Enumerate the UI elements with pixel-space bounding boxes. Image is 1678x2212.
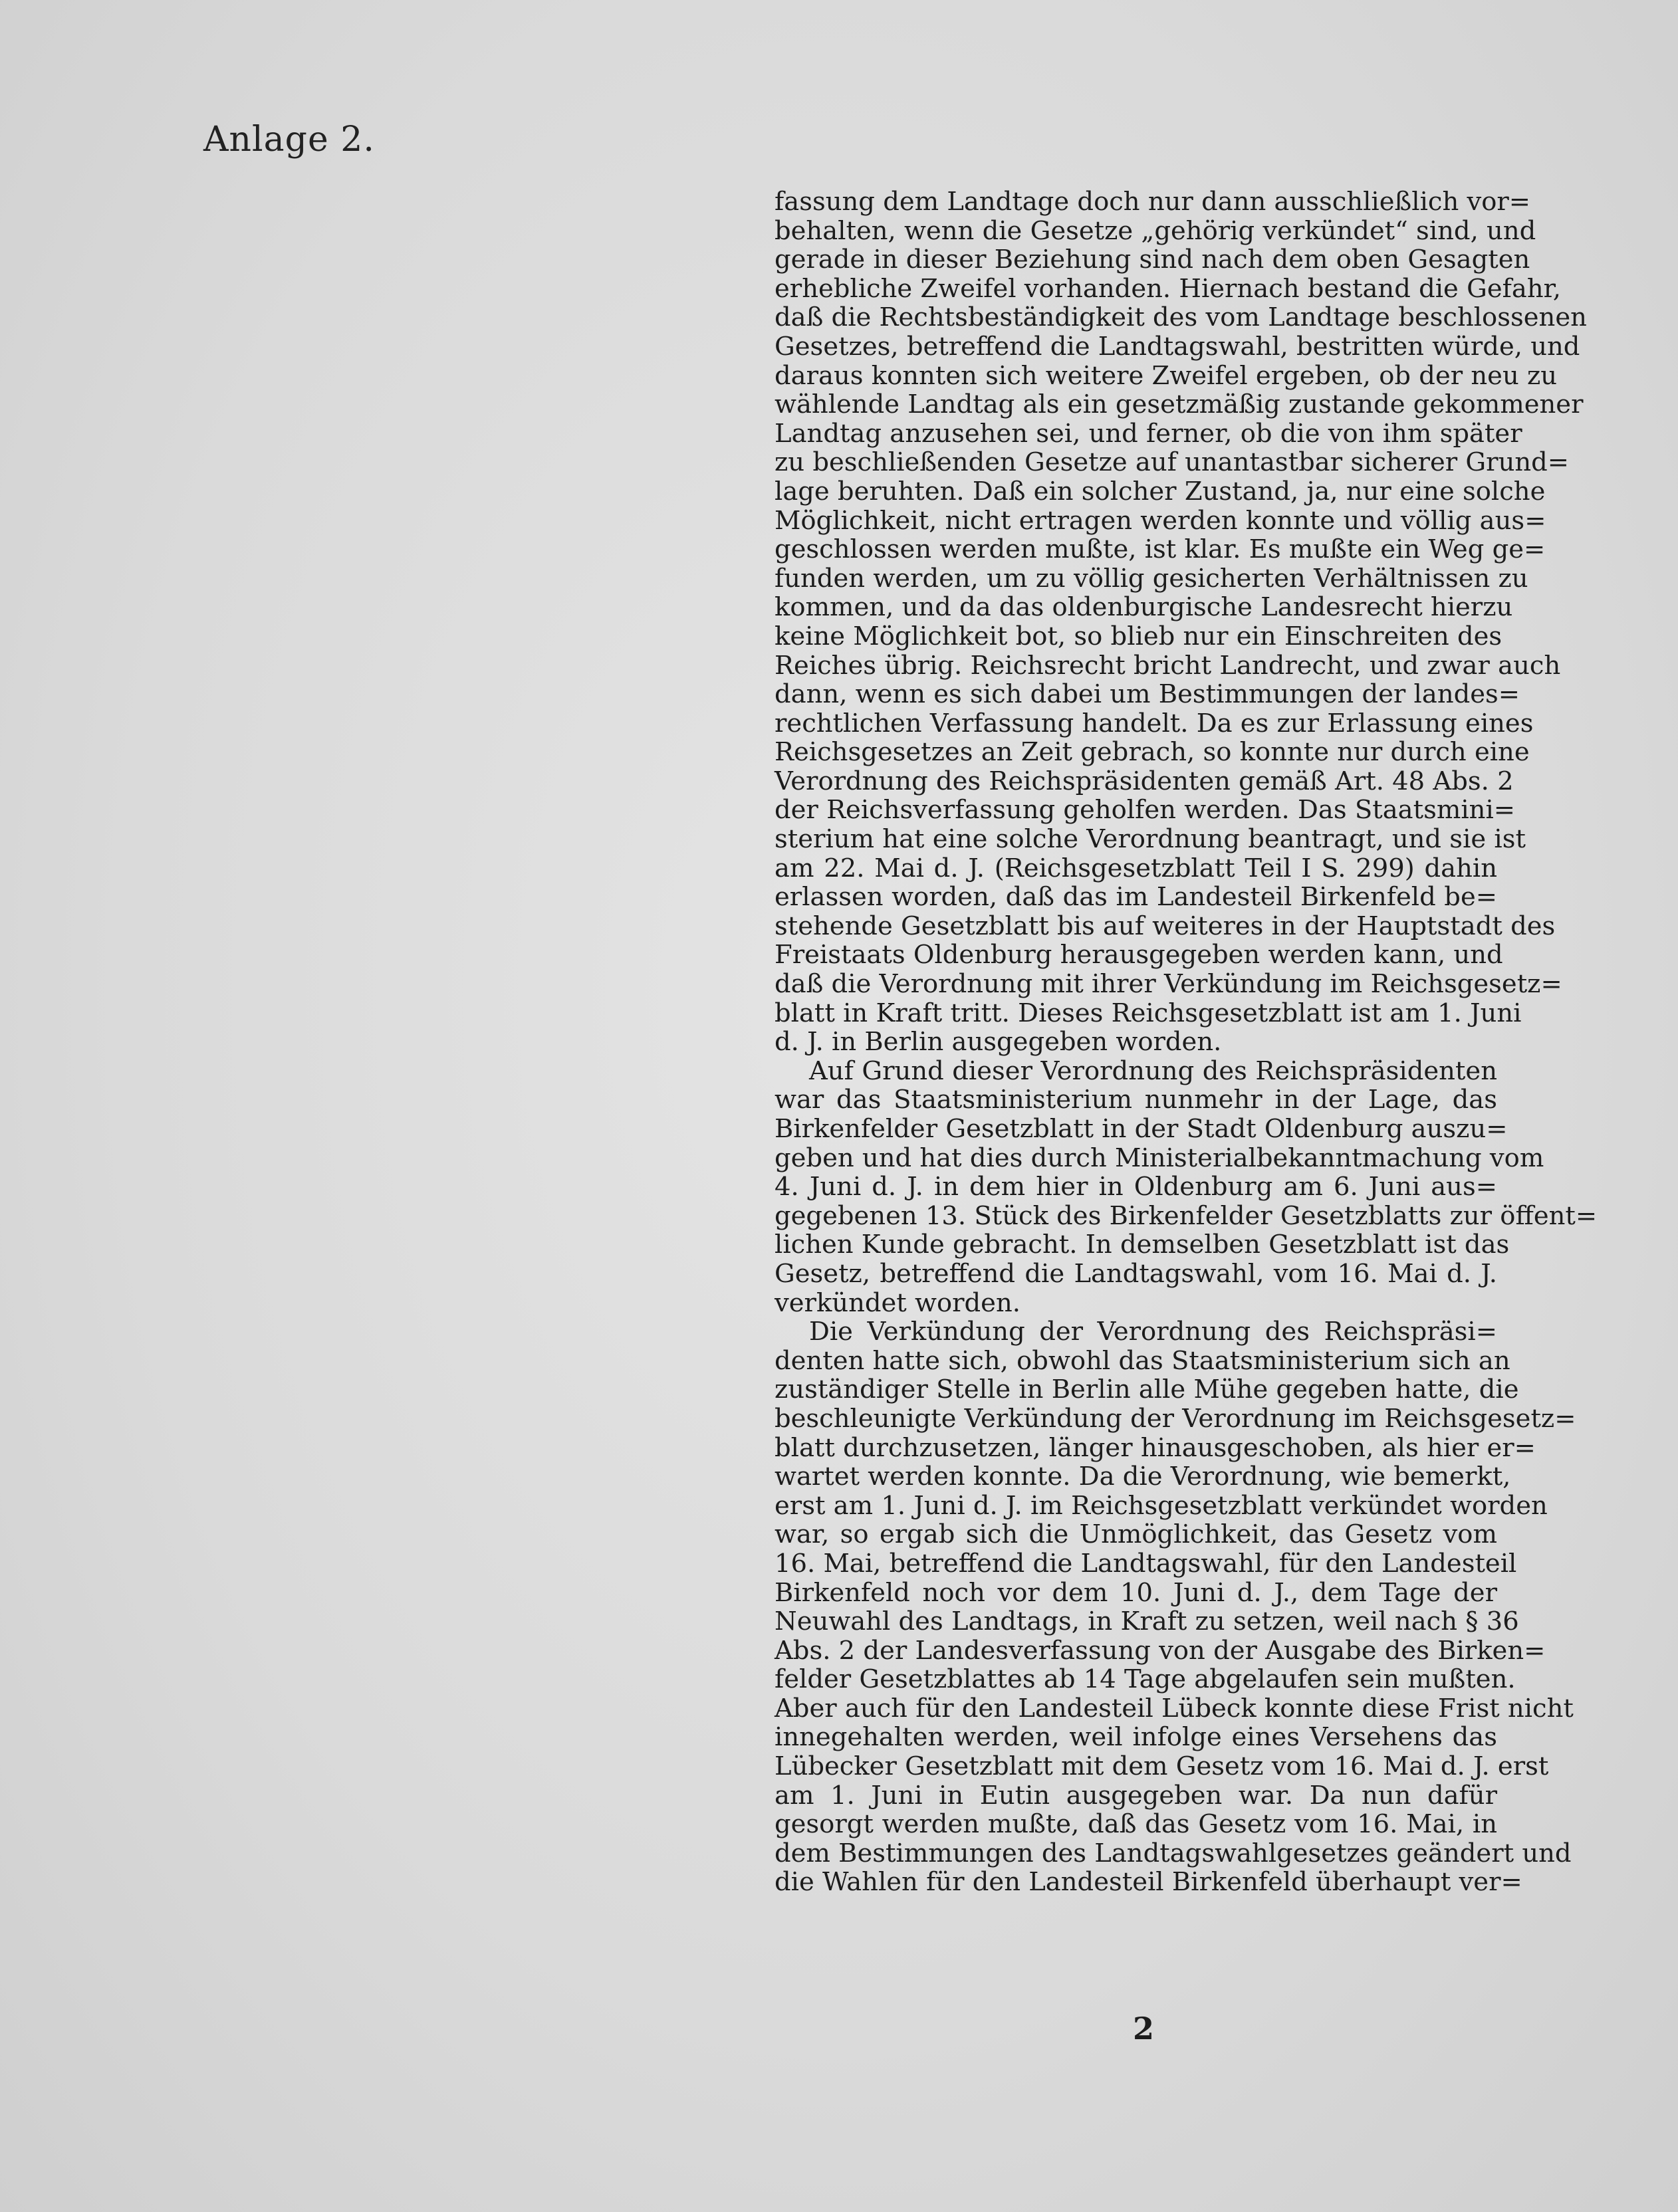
text-line: 4. Juni d. J. in dem hier in Oldenburg am 6. Juni aus= [775, 1172, 1497, 1202]
text-line: erhebliche Zweifel vorhanden. Hiernach bestand die Gefahr, [775, 273, 1562, 304]
text-line: denten hatte sich, obwohl das Staatsministerium sich an [775, 1345, 1510, 1376]
text-line: daß die Verordnung mit ihrer Verkündung im Reichsgesetz= [775, 969, 1562, 1000]
text-line: Birkenfeld noch vor dem 10. Juni d. J., dem Tage der [775, 1577, 1497, 1608]
text-line: stehende Gesetzblatt bis auf weiteres in der Hauptstadt des [775, 911, 1556, 941]
text-line: Auf Grund dieser Verordnung des Reichspräsidenten [809, 1055, 1497, 1086]
text-line: Die Verkündung der Verordnung des Reichspräsi= [809, 1317, 1497, 1347]
text-line: kommen, und da das oldenburgische Landesrecht hierzu [775, 592, 1513, 623]
page-number: 2 [1132, 2011, 1154, 2046]
text-line: zuständiger Stelle in Berlin alle Mühe gegeben hatte, die [775, 1375, 1519, 1405]
body-text-column [775, 187, 1598, 1898]
text-line: d. J. in Berlin ausgegeben worden. [775, 1027, 1222, 1057]
text-line: erst am 1. Juni d. J. im Reichsgesetzblatt verkündet worden [775, 1490, 1548, 1521]
text-line: Reiches übrig. Reichsrecht bricht Landrecht, und zwar auch [775, 650, 1561, 681]
text-line: lage beruhten. Daß ein solcher Zustand, ja, nur eine solche [775, 476, 1546, 506]
text-line: Möglichkeit, nicht ertragen werden konnte und völlig aus= [775, 505, 1546, 536]
text-line: Aber auch für den Landesteil Lübeck konnte diese Frist nicht [775, 1693, 1574, 1723]
text-line: Abs. 2 der Landesverfassung von der Ausgabe des Birken= [775, 1635, 1546, 1666]
text-line: Gesetz, betreffend die Landtagswahl, vom 16. Mai d. J. [775, 1258, 1497, 1289]
text-line: innegehalten werden, weil infolge eines Versehens das [775, 1722, 1497, 1753]
text-line: am 1. Juni in Eutin ausgegeben war. Da nun dafür [775, 1780, 1497, 1811]
text-line: daraus konnten sich weitere Zweifel ergeben, ob der neu zu [775, 360, 1558, 391]
text-line: behalten, wenn die Gesetze „gehörig verkündet“ sind, und [775, 215, 1536, 246]
text-line: beschleunigte Verkündung der Verordnung im Reichsgesetz= [775, 1403, 1576, 1434]
text-line: Birkenfelder Gesetzblatt in der Stadt Oldenburg auszu= [775, 1114, 1508, 1144]
text-line: rechtlichen Verfassung handelt. Da es zur Erlassung eines [775, 708, 1534, 738]
text-line: keine Möglichkeit bot, so blieb nur ein Einschreiten des [775, 621, 1502, 651]
text-line: felder Gesetzblattes ab 14 Tage abgelaufen sein mußten. [775, 1664, 1516, 1695]
text-line: wählende Landtag als ein gesetzmäßig zustande gekommener [775, 389, 1584, 420]
text-line: war das Staatsministerium nunmehr in der Lage, das [775, 1085, 1497, 1115]
text-line: gerade in dieser Beziehung sind nach dem oben Gesagten [775, 245, 1530, 275]
text-line: Neuwahl des Landtags, in Kraft zu setzen, weil nach § 36 [775, 1606, 1519, 1637]
text-line: der Reichsverfassung geholfen werden. Das Staatsmini= [775, 795, 1516, 826]
text-line: Lübecker Gesetzblatt mit dem Gesetz vom 16. Mai d. J. erst [775, 1751, 1549, 1782]
text-line: sterium hat eine solche Verordnung beantragt, und sie ist [775, 824, 1526, 855]
text-line: 16. Mai, betreffend die Landtagswahl, für den Landesteil [775, 1548, 1517, 1579]
text-line: Reichsgesetzes an Zeit gebrach, so konnte nur durch eine [775, 737, 1530, 768]
text-line: blatt in Kraft tritt. Dieses Reichsgesetzblatt ist am 1. Juni [775, 998, 1522, 1028]
text-line: war, so ergab sich die Unmöglichkeit, das Gesetz vom [775, 1519, 1497, 1550]
text-line: daß die Rechtsbeständigkeit des vom Landtage beschlossenen [775, 302, 1587, 333]
text-line: blatt durchzusetzen, länger hinausgeschoben, als hier er= [775, 1432, 1536, 1463]
text-line: Verordnung des Reichspräsidenten gemäß Art. 48 Abs. 2 [775, 766, 1514, 796]
text-line: dann, wenn es sich dabei um Bestimmungen der landes= [775, 679, 1520, 710]
text-line: verkündet worden. [775, 1287, 1020, 1318]
text-line: Gesetzes, betreffend die Landtagswahl, bestritten würde, und [775, 331, 1580, 362]
text-line: funden werden, um zu völlig gesicherten Verhältnissen zu [775, 563, 1528, 594]
text-line: fassung dem Landtage doch nur dann ausschließlich vor= [775, 187, 1531, 217]
text-line: die Wahlen für den Landesteil Birkenfeld überhaupt ver= [775, 1867, 1522, 1898]
text-line: dem Bestimmungen des Landtagswahlgesetzes geändert und [775, 1838, 1572, 1868]
text-line: Landtag anzusehen sei, und ferner, ob die von ihm später [775, 418, 1522, 449]
text-line: erlassen worden, daß das im Landesteil Birkenfeld be= [775, 882, 1497, 913]
text-line: gegebenen 13. Stück des Birkenfelder Gesetzblatts zur öffent= [775, 1200, 1598, 1231]
header-label: Anlage 2. [203, 120, 375, 160]
text-line: geschlossen werden mußte, ist klar. Es mußte ein Weg ge= [775, 534, 1546, 565]
text-line: geben und hat dies durch Ministerialbekanntmachung vom [775, 1143, 1544, 1173]
text-line: Freistaats Oldenburg herausgegeben werden kann, und [775, 940, 1503, 970]
text-line: am 22. Mai d. J. (Reichsgesetzblatt Teil I S. 299) dahin [775, 853, 1497, 883]
text-line: lichen Kunde gebracht. In demselben Gesetzblatt ist das [775, 1230, 1510, 1260]
text-line: zu beschließenden Gesetze auf unantastbar sicherer Grund= [775, 447, 1570, 478]
text-line: gesorgt werden mußte, daß das Gesetz vom 16. Mai, in [775, 1809, 1497, 1840]
text-line: wartet werden konnte. Da die Verordnung, wie bemerkt, [775, 1462, 1511, 1492]
